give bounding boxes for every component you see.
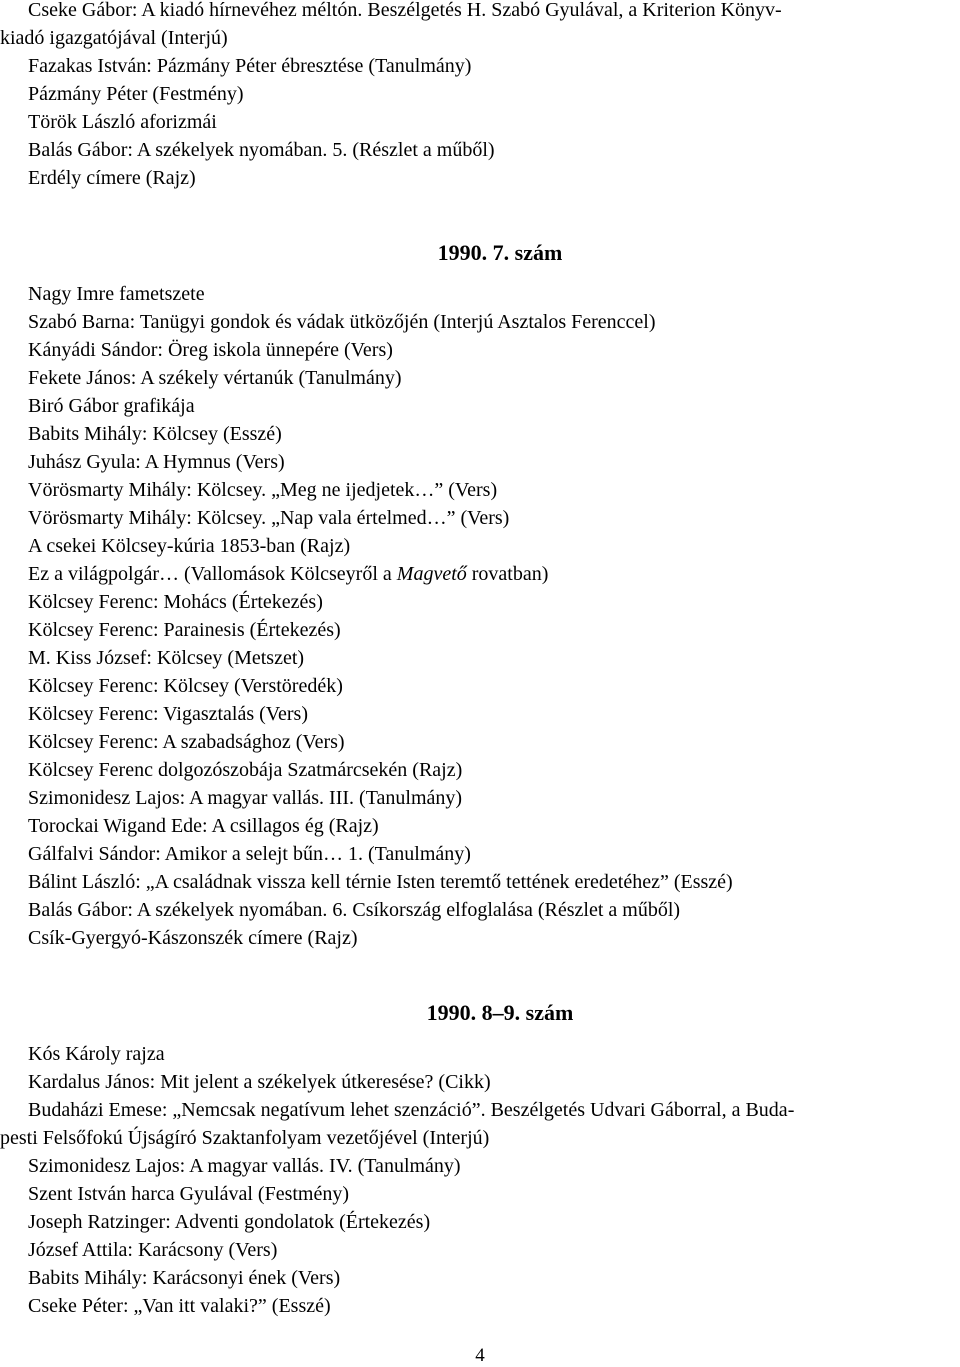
entry: Kölcsey Ferenc dolgozószobája Szatmárcsekén (Rajz)	[28, 759, 463, 781]
entry: Szabó Barna: Tanügyi gondok és vádak ütközőjén (Interjú Asztalos Ferenccel)	[28, 311, 656, 333]
entry: Balás Gábor: A székelyek nyomában. 6. Csíkország elfoglalása (Részlet a műből)	[28, 899, 681, 921]
page-number: 4	[475, 1345, 485, 1366]
entry: Nagy Imre fametszete	[28, 283, 205, 305]
entry: Szimonidesz Lajos: A magyar vallás. IV. (Tanulmány)	[28, 1155, 461, 1177]
entry: Kölcsey Ferenc: Mohács (Értekezés)	[28, 591, 323, 613]
entry-line1: Cseke Gábor: A kiadó hírnevéhez méltón. Beszélgetés H. Szabó Gyulával, a Kriterion Könyv-	[28, 0, 782, 21]
entry: Juhász Gyula: A Hymnus (Vers)	[28, 451, 285, 473]
entry: A csekei Kölcsey-kúria 1853-ban (Rajz)	[28, 535, 351, 557]
entry-line2: kiadó igazgatójával (Interjú)	[0, 27, 228, 49]
issue-heading: 1990. 7. szám	[437, 240, 563, 265]
entry-text: Ez a világpolgár… (Vallomások Kölcseyről a	[28, 563, 397, 585]
entry: Babits Mihály: Kölcsey (Esszé)	[28, 423, 282, 445]
entry: Szent István harca Gyulával (Festmény)	[28, 1183, 350, 1205]
column-title: Magvető	[396, 563, 467, 585]
entry: Balás Gábor: A székelyek nyomában. 5. (Részlet a műből)	[28, 139, 495, 161]
entry: Kardalus János: Mit jelent a székelyek útkeresése? (Cikk)	[28, 1071, 491, 1093]
entry: Pázmány Péter (Festmény)	[28, 83, 244, 105]
entry-line2: pesti Felsőfokú Újságíró Szaktanfolyam vezetőjével (Interjú)	[0, 1127, 490, 1149]
entry	[0, 560, 960, 588]
entry-text: rovatban)	[466, 563, 549, 585]
entry: Gálfalvi Sándor: Amikor a selejt bűn… 1. (Tanulmány)	[28, 843, 471, 865]
entry: M. Kiss József: Kölcsey (Metszet)	[28, 647, 305, 669]
entry: Kányádi Sándor: Öreg iskola ünnepére (Vers)	[28, 339, 393, 361]
entry: Babits Mihály: Karácsonyi ének (Vers)	[28, 1267, 341, 1289]
entry-continued	[0, 0, 960, 52]
entry: Fazakas István: Pázmány Péter ébresztése (Tanulmány)	[28, 55, 472, 77]
entry: Kölcsey Ferenc: Parainesis (Értekezés)	[28, 619, 341, 641]
entry: Bálint László: „A családnak vissza kell térnie Isten teremtő tettének eredetéhez” (Esszé)	[28, 871, 733, 893]
entry: Vörösmarty Mihály: Kölcsey. „Meg ne ijedjetek…” (Vers)	[28, 479, 498, 501]
entry: Cseke Péter: „Van itt valaki?” (Esszé)	[28, 1295, 331, 1317]
entry	[0, 1096, 960, 1152]
entry-line1: Budaházi Emese: „Nemcsak negatívum lehet szenzáció”. Beszélgetés Udvari Gáborral, a Buda-	[28, 1099, 795, 1121]
entry: Kós Károly rajza	[28, 1043, 165, 1065]
entry: Kölcsey Ferenc: Kölcsey (Verstöredék)	[28, 675, 343, 697]
entry: Torockai Wigand Ede: A csillagos ég (Rajz)	[28, 815, 379, 837]
issue-heading: 1990. 8–9. szám	[426, 1000, 574, 1025]
entry: Biró Gábor grafikája	[28, 395, 195, 417]
entry: Fekete János: A székely vértanúk (Tanulmány)	[28, 367, 402, 389]
entry: József Attila: Karácsony (Vers)	[28, 1239, 278, 1261]
entry: Csík-Gyergyó-Kászonszék címere (Rajz)	[28, 927, 358, 949]
entry: Szimonidesz Lajos: A magyar vallás. III. (Tanulmány)	[28, 787, 463, 809]
entry: Erdély címere (Rajz)	[28, 167, 196, 189]
entry: Joseph Ratzinger: Adventi gondolatok (Értekezés)	[28, 1211, 431, 1233]
entry: Kölcsey Ferenc: A szabadsághoz (Vers)	[28, 731, 345, 753]
entry: Török László aforizmái	[28, 111, 217, 133]
entry: Kölcsey Ferenc: Vigasztalás (Vers)	[28, 703, 308, 725]
entry: Vörösmarty Mihály: Kölcsey. „Nap vala értelmed…” (Vers)	[28, 507, 510, 529]
